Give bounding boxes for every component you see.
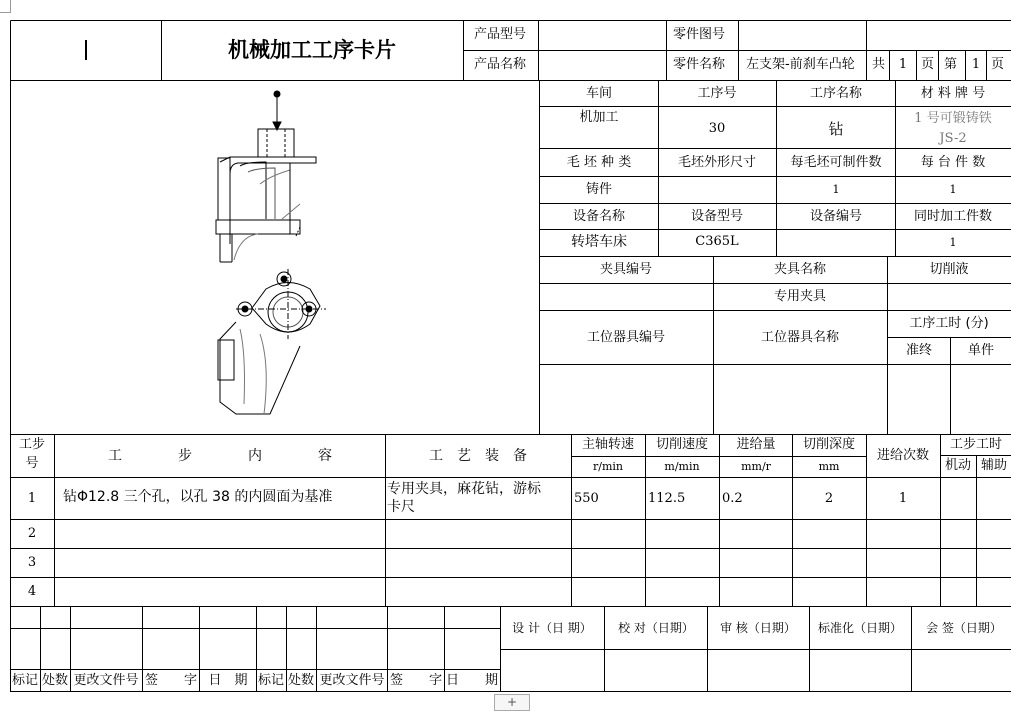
step-no-label-1: 工步 [18,437,46,452]
page-label: 第 [944,57,958,72]
prep-label: 准终 [905,343,933,358]
station-name-label: 工位器具名称 [760,330,840,345]
material-value-line2[interactable]: JS-2 [939,131,967,146]
unit-label: 单件 [967,343,995,358]
part-name-label: 零件名称 [673,57,726,72]
add-sheet-button[interactable]: + [494,694,530,711]
step-no-label-2: 号 [25,456,39,471]
speed-label: 主轴转速 [581,437,635,452]
design-label: 设 计（日 期） [512,621,592,635]
total-label: 共 [872,57,886,72]
per-unit-value[interactable]: 1 [949,183,957,196]
product-name-label: 产品名称 [474,57,527,72]
coolant-label: 切削液 [929,262,969,277]
part-drawing-label: 零件图号 [673,27,726,42]
step-time-label: 工步工时 [949,437,1003,452]
page-unit-2: 页 [991,57,1005,72]
step-equipment-label: 工 艺 装 备 [429,448,527,464]
step-row-1-equip-1[interactable]: 专用夹具，麻花钻，游标 [387,481,541,497]
per-blank-label: 每毛坯可制件数 [790,155,882,170]
fixture-name-value[interactable]: 专用夹具 [773,289,827,304]
step-row-1-depth[interactable]: 2 [824,491,834,506]
equip-no-label: 设备编号 [809,209,863,224]
simul-label: 同时加工件数 [913,209,993,224]
footer-signature-label: 签 字 [144,673,198,688]
equip-name-label: 设备名称 [572,209,626,224]
step-row-1-feed[interactable]: 0.2 [722,491,743,506]
page-unit-1: 页 [921,57,935,72]
cut-speed-label: 切削速度 [655,437,709,452]
feed-label: 进给量 [736,437,776,452]
feed-unit: mm/r [741,460,771,473]
footer-date-label: 日 期 [208,673,248,688]
step-row-1-speed[interactable]: 550 [574,491,599,506]
check-label: 校 对（日期） [618,621,694,635]
step-content-label: 工 步 内 容 [108,448,332,464]
process-name-value[interactable]: 钻 [828,120,844,138]
footer-date2-label: 日 期 [445,673,499,688]
process-sketch [200,84,340,424]
time-label: 工序工时 (分) [909,316,989,331]
station-no-label: 工位器具编号 [586,330,666,345]
step-row-1-equip-2[interactable]: 卡尺 [387,499,415,515]
product-model-label: 产品型号 [474,27,527,42]
machine-time-label: 机动 [944,458,972,473]
step-row-4-no[interactable]: 4 [27,584,37,599]
equip-model-label: 设备型号 [690,209,744,224]
page-no[interactable]: 1 [971,57,981,72]
blank-type-label: 毛 坯 种 类 [566,155,632,170]
text-cursor [85,40,87,60]
card-title: 机械加工工序卡片 [228,38,396,62]
aux-time-label: 辅助 [980,458,1008,473]
blank-size-label: 毛坯外形尺寸 [677,155,757,170]
fixture-no-label: 夹具编号 [599,262,653,277]
step-row-1-no[interactable]: 1 [27,491,37,506]
process-no-label: 工序号 [697,86,737,101]
material-value-line1[interactable]: 1 号可锻铸铁 [914,111,992,126]
per-blank-value[interactable]: 1 [832,183,840,196]
total-pages[interactable]: 1 [898,57,908,72]
process-no-value[interactable]: 30 [708,121,726,136]
simul-value[interactable]: 1 [949,236,957,249]
step-row-3-no[interactable]: 3 [27,555,37,570]
cut-speed-unit: m/min [664,460,700,473]
equip-name-value[interactable]: 转塔车床 [571,234,627,250]
step-row-1-cut-speed[interactable]: 112.5 [648,491,686,506]
step-row-1-content[interactable]: 钻Φ12.8 三个孔，以孔 38 的内圆面为基准 [63,489,333,505]
footer-doc-no-label: 更改文件号 [73,673,139,688]
depth-unit: mm [818,460,840,473]
fixture-name-label: 夹具名称 [773,262,827,277]
footer-count-label: 处数 [41,673,69,688]
workshop-value[interactable]: 机加工 [579,110,619,125]
footer-signature2-label: 签 字 [389,673,443,688]
footer-mark-label: 标记 [11,673,39,688]
equip-model-value[interactable]: C365L [695,234,739,249]
passes-label: 进给次数 [876,448,930,463]
blank-type-value[interactable]: 铸件 [585,182,613,197]
step-row-1-passes[interactable]: 1 [898,491,908,506]
footer-mark2-label: 标记 [257,673,285,688]
workshop-label: 车间 [585,86,613,101]
footer-doc-no2-label: 更改文件号 [319,673,385,688]
footer-count2-label: 处数 [287,673,315,688]
part-name-value[interactable]: 左支架-前刹车凸轮 [746,57,855,72]
speed-unit: r/min [593,460,623,473]
step-row-2-no[interactable]: 2 [27,526,37,541]
standard-label: 标准化（日期） [817,621,903,635]
review-label: 审 核（日期） [720,621,796,635]
sign-label: 会 签（日期） [926,621,1002,635]
material-label: 材 料 牌 号 [920,86,986,101]
depth-label: 切削深度 [802,437,856,452]
process-name-label: 工序名称 [809,86,863,101]
per-unit-label: 每 台 件 数 [920,155,986,170]
